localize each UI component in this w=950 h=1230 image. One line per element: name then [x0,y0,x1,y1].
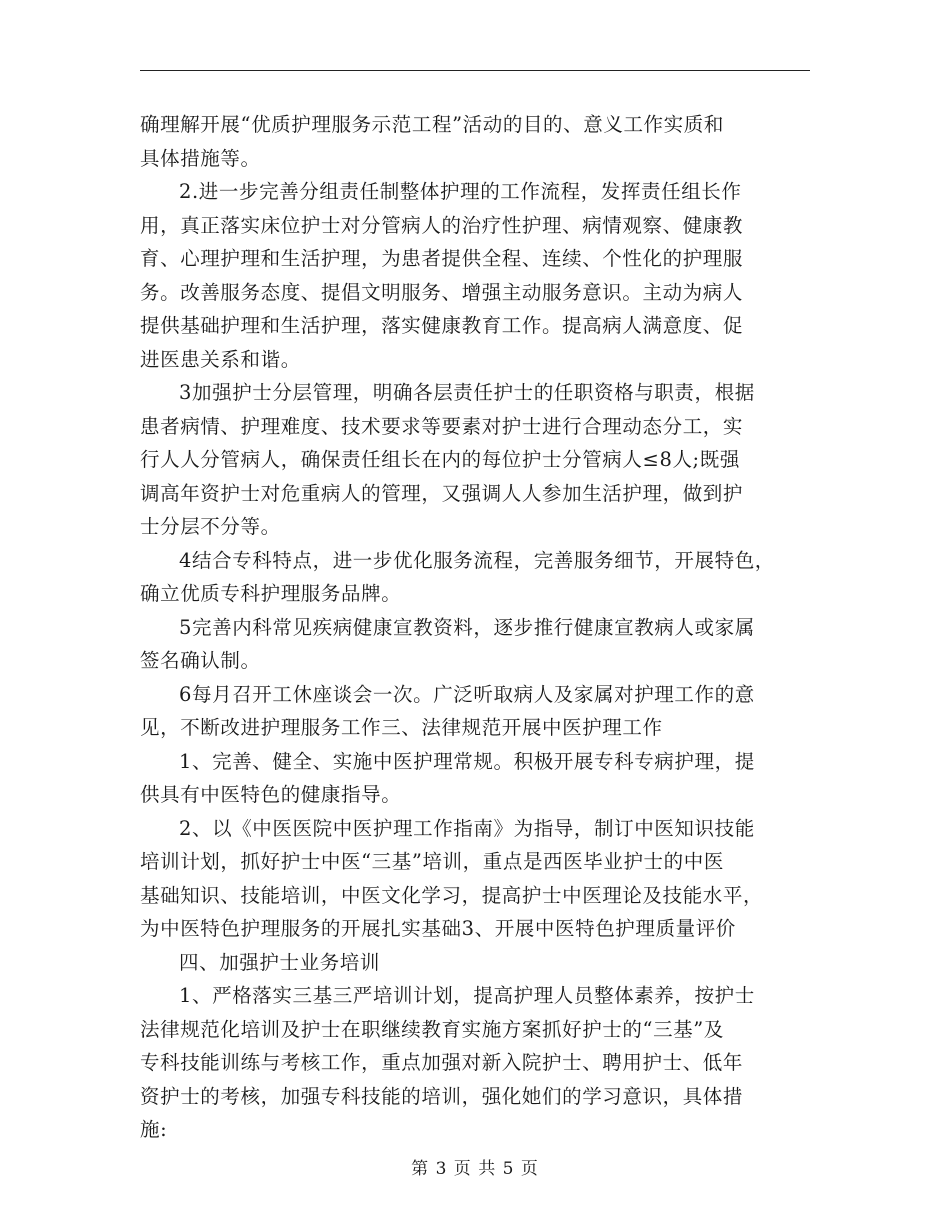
text-line: 见，不断改进护理服务工作三、法律规范开展中医护理工作 [140,716,663,739]
text-line: 育、心理护理和生活护理，为患者提供全程、连续、个性化的护理服 [140,247,744,270]
text-line: 3加强护士分层管理，明确各层责任护士的任职资格与职责，根据 [179,381,755,404]
text-line: 2.进一步完善分组责任制整体护理的工作流程，发挥责任组长作 [179,180,742,203]
text-line: 1、完善、健全、实施中医护理常规。积极开展专科专病护理，提 [179,749,755,773]
text-line: 供具有中医特色的健康指导。 [140,783,402,806]
text-line: 基础知识、技能培训，中医文化学习，提高护士中医理论及技能水平， [140,883,764,907]
text-line: 提供基础护理和生活护理，落实健康教育工作。提高病人满意度、促 [140,314,744,337]
text-line: 确理解开展“优质护理服务示范工程”活动的目的、意义工作实质和 [140,113,724,136]
text-line: 专科技能训练与考核工作，重点加强对新入院护士、聘用护士、低年 [140,1051,744,1074]
header-divider [140,70,810,71]
text-line: 调高年资护士对危重病人的管理，又强调人人参加生活护理，做到护 [140,481,744,505]
text-line: 进医患关系和谐。 [140,347,301,371]
text-line: 资护士的考核，加强专科技能的培训，强化她们的学习意识，具体措 [140,1084,744,1108]
text-line: 具体措施等。 [140,146,261,170]
text-line: 四、加强护士业务培训 [179,950,381,974]
text-line: 法律规范化培训及护士在职继续教育实施方案抓好护士的“三基”及 [140,1017,724,1041]
text-line: 6每月召开工休座谈会一次。广泛听取病人及家属对护理工作的意 [179,682,755,706]
text-line: 为中医特色护理服务的开展扎实基础3、开展中医特色护理质量评价 [140,917,736,940]
text-line: 2、以《中医医院中医护理工作指南》为指导，制订中医知识技能 [179,816,755,840]
text-line: 1、严格落实三基三严培训计划，提高护理人员整体素养，按护士 [179,984,755,1007]
text-line: 确立优质专科护理服务品牌。 [140,582,402,605]
text-line: 5完善内科常见疾病健康宣教资料，逐步推行健康宣教病人或家属 [179,615,755,639]
page-number: 第 3 页 共 5 页 [411,1159,539,1179]
text-line: 用，真正落实床位护士对分管病人的治疗性护理、病情观察、健康教 [140,213,744,237]
document-body [140,108,830,1147]
text-line: 行人人分管病人，确保责任组长在内的每位护士分管病人≤8人;既强 [140,448,740,471]
text-line: 务。改善服务态度、提倡文明服务、增强主动服务意识。主动为病人 [140,280,744,304]
text-line: 施: [140,1118,168,1141]
text-line: 4结合专科特点，进一步优化服务流程，完善服务细节，开展特色， [179,548,775,572]
text-line: 培训计划，抓好护士中医“三基”培训，重点是西医毕业护士的中医 [140,850,724,873]
text-line: 患者病情、护理难度、技术要求等要素对护士进行合理动态分工，实 [140,414,744,438]
text-line: 签名确认制。 [140,649,261,672]
text-line: 士分层不分等。 [140,515,281,538]
